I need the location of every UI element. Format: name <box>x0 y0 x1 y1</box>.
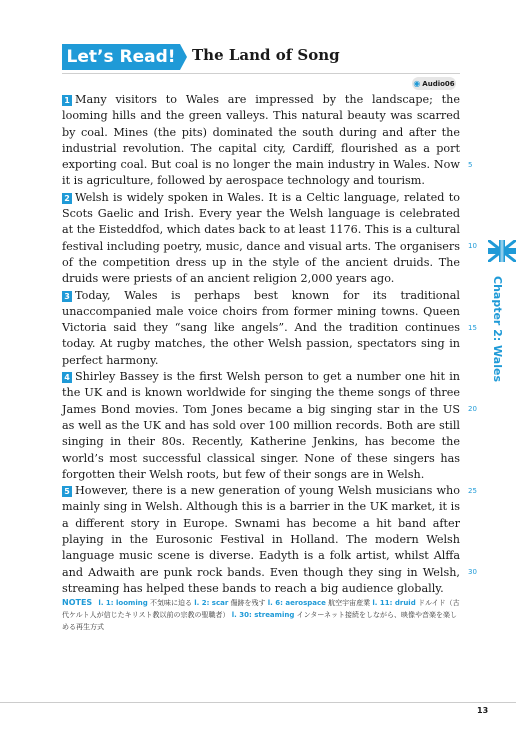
note-gloss: インターネット接続をしながら、映像や音楽を楽しめる再生方式 <box>62 611 457 631</box>
note-ref: l. 6: aerospace <box>267 599 326 607</box>
note-ref: l. 1: looming <box>98 599 148 607</box>
note-ref: l. 30: streaming <box>231 611 295 619</box>
reading-text <box>62 92 460 597</box>
line-number: 5 <box>468 161 473 169</box>
title-rule <box>62 73 460 74</box>
audio-button[interactable] <box>412 77 456 90</box>
lets-read-banner <box>62 44 180 70</box>
paragraph-3 <box>62 288 460 369</box>
note-gloss: 航空宇宙産業 <box>328 599 371 607</box>
paragraph-text: Shirley Bassey is the first Welsh person to get a number one hit in the UK and is known worldwide for singing the theme songs of three James Bond movies. Tom Jones became a big singing star in the US as well as the UK and has sold over 100 million records. Both are still singing in their 80s. Recently, Katherine Jenkins, has become the world’s most successful classical singer. None of these singers has forgotten their Welsh roots, but few of their songs are in Welsh. <box>62 370 460 481</box>
audio-icon: ◉ <box>413 79 421 88</box>
page-title: The Land of Song <box>192 46 340 64</box>
line-number: 10 <box>468 242 477 250</box>
audio-label: Audio06 <box>422 79 455 88</box>
paragraph-number: 3 <box>62 291 72 302</box>
line-number: 20 <box>468 405 477 413</box>
note-ref: l. 11: druid <box>372 599 416 607</box>
line-number: 25 <box>468 487 477 495</box>
note-gloss: ドルイド（古代ケルト人が信じたキリスト教以前の宗教の聖職者） <box>62 599 460 619</box>
paragraph-5 <box>62 483 460 597</box>
note-gloss: 不気味に迫る <box>149 599 192 607</box>
page-number: 13 <box>477 706 489 715</box>
notes-label: NOTES <box>62 598 93 607</box>
banner-label: Let’s Read! <box>66 47 176 67</box>
paragraph-text: However, there is a new generation of young Welsh musicians who mainly sing in Welsh. Although this is a barrier in the UK market, it is a different story in Europe. Swnami has become a hit band after playing in the Eurosonic Festival in Holland. The modern Welsh language music scene is diverse. Eadyth is a folk artist, whilst Alffa and Adwaith are punk rock bands. Even though they sing in Welsh, streaming has helped these bands to reach a big audience globally. <box>62 484 460 595</box>
paragraph-4 <box>62 369 460 483</box>
paragraph-1 <box>62 92 460 190</box>
paragraph-number: 5 <box>62 486 72 497</box>
note-ref: l. 2: scar <box>194 599 229 607</box>
paragraph-number: 1 <box>62 95 72 106</box>
notes-section <box>62 597 462 633</box>
union-jack-flag-icon <box>488 240 516 262</box>
line-number: 15 <box>468 324 477 332</box>
footer-rule <box>0 702 516 703</box>
paragraph-text: Today, Wales is perhaps best known for its traditional unaccompanied male voice choirs from former mining towns. Queen Victoria said they “sang like angels”. And the tradition continues today. At rugby matches, the other Welsh passion, spectators sing in perfect harmony. <box>62 288 460 367</box>
note-gloss: 傷跡を残す <box>230 599 266 607</box>
banner-arrow <box>180 44 187 70</box>
paragraph-number: 2 <box>62 193 72 204</box>
line-number: 30 <box>468 568 477 576</box>
chapter-side-tab: Chapter 2: Wales <box>491 276 504 382</box>
paragraph-2 <box>62 190 460 288</box>
paragraph-number: 4 <box>62 372 72 383</box>
paragraph-text: Welsh is widely spoken in Wales. It is a Celtic language, related to Scots Gaelic and Irish. Every year the Welsh language is celebrated at the Eisteddfod, which dates back to at least 1176. This is a cultural festival including poetry, music, dance and visual arts. The organisers of the competition dress up in the style of the ancient druids. The druids were priests of an ancient religion 2,000 years ago. <box>62 190 460 286</box>
paragraph-text: Many visitors to Wales are impressed by the landscape; the looming hills and the green valleys. This natural beauty was scarred by coal. Mines (the pits) dominated the south during and after the industrial revolution. The capital city, Cardiff, flourished as a port exporting coal. But coal is no longer the main industry in Wales. Now it is agriculture, followed by aerospace technology and tourism. <box>62 93 460 188</box>
